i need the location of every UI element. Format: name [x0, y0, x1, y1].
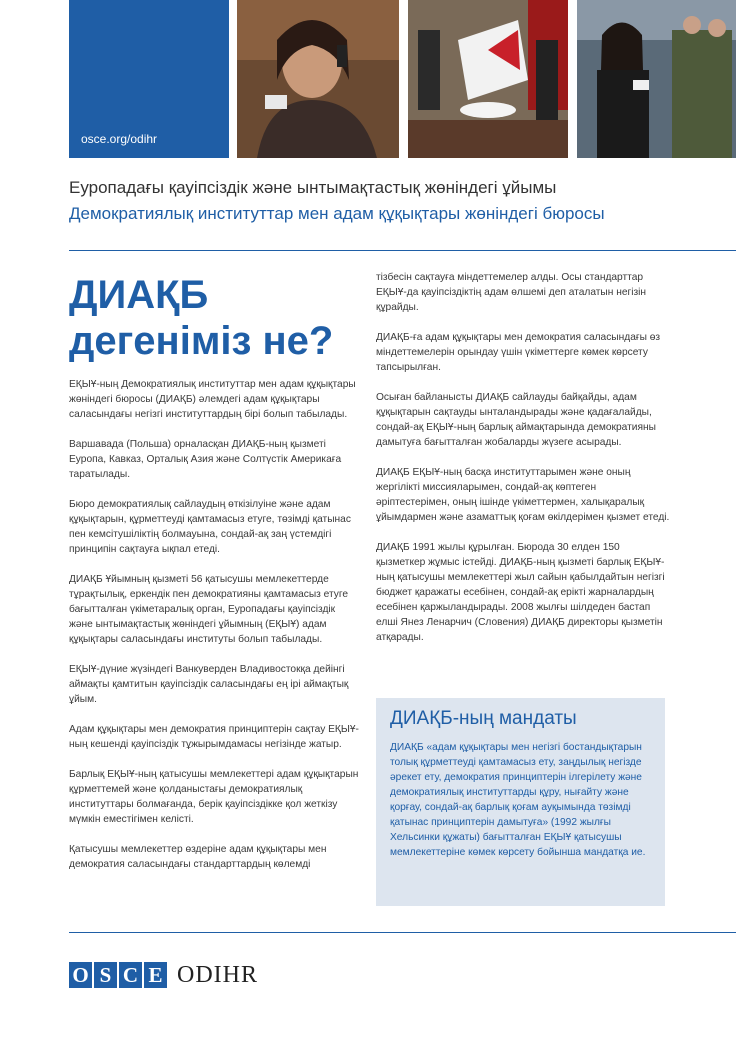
paragraph: Бюро демократиялық сайлаудың өткізілуіне және адам құқықтарын, құрметтеуді қамтамасыз етуге, төзімді қатынас пен кемсітушіліктің болмауына, сондай-ақ заң үстемдігі принципін сақтауға ықпал етеді.: [69, 499, 351, 555]
paragraph: тізбесін сақтауға міндеттемелер алды. Осы стандарттар ЕҚЫҰ-да қауіпсіздіктің адам өлшемі деп аталатын негізін құрайды.: [376, 272, 647, 313]
odihr-title: Демократиялық институттар мен адам құқықтары жөніндегі бюросы: [69, 204, 605, 223]
osce-letter: O: [69, 962, 92, 988]
paragraph: ДИАҚБ Ұйымның қызметі 56 қатысушы мемлекеттерде тұрақтылық, еркендік пен демократияны қамтамасыз етуге бағытталған үкіметаралық орган, Еуропадағы қауіпсіздік және ынтымақтастық жөніндегі ұйымның (ЕҚЫҰ) адам құқықтары саласындағы институты болып табылады.: [69, 574, 349, 645]
paragraph: ЕҚЫҰ-дүние жүзіндегі Ванкуверден Владивостокқа дейінгі аймақты қамтитын қауіпсіздік саласындағы ең ірі аймақтық ұйым.: [69, 664, 349, 705]
odihr-wordmark: ODIHR: [177, 961, 258, 988]
paragraph: Варшавада (Польша) орналасқан ДИАҚБ-ның қызметі Еуропа, Кавказ, Орталық Азия және Солтүстік Америкаға таратылады.: [69, 439, 342, 480]
osce-letter: S: [94, 962, 117, 988]
photo-ballot-box: [408, 0, 568, 158]
paragraph: Осыған байланысты ДИАҚБ сайлауды байқайды, адам құқықтарын сақтауды ынталандырады және қадағалайды, сондай-ақ ЕҚЫҰ-ның барлық аймақтарында демократияны дамытуға бағытталған жобаларды жүзеге асырады.: [376, 392, 656, 448]
paragraph: ДИАҚБ ЕҚЫҰ-ның басқа институттарымен және оның жергілікті миссияларымен, сондай-ақ көптеген әріптестерімен, оның ішінде үкіметтермен, халықаралық ұйымдармен және азаматтық қоғам өкілдерімен қызмет етеді.: [376, 467, 670, 523]
mandate-title: ДИАҚБ-ның мандаты: [390, 708, 577, 729]
divider-bottom: [69, 932, 736, 933]
osce-odihr-logo: [69, 962, 258, 988]
paragraph: ДИАҚБ 1991 жылы құрылған. Бюрода 30 елден 150 қызметкер жұмыс істейді. ДИАҚБ-ның қызметі барлық ЕҚЫҰ-ның қатысушы мемлекеттері жыл сайын қабылдайтын негізгі бюджет қаражаты есебінен, сондай-ақ ерікті жарналардың есебінен қаржыландырады. 2008 жылғы шілдеден бастап елші Янез Ленарчич (Словения) ДИАҚБ директоры қызметін атқарады.: [376, 542, 665, 643]
osce-letter: E: [144, 962, 167, 988]
photo-woman-phone: [237, 0, 399, 158]
divider-top: [69, 250, 736, 251]
paragraph: Қатысушы мемлекеттер өздеріне адам құқықтары мен демократия саласындағы стандарттардың көлемді: [69, 844, 327, 870]
photo-observer-soldiers: [577, 0, 736, 158]
paragraph: Адам құқықтары мен демократия принциптерін сақтау ЕҚЫҰ-ның кешенді қауіпсіздік тұжырымдамасы негізінде жатыр.: [69, 724, 359, 750]
osce-logo: [69, 962, 169, 988]
website-url[interactable]: osce.org/odihr: [81, 132, 158, 146]
left-column: [69, 377, 361, 887]
paragraph: Барлық ЕҚЫҰ-ның қатысушы мемлекеттері адам құқықтарын құрметтемей және қолданыстағы демократиялық институттары болмағанда, берік қауіпсіздікке қол жеткізу мүмкін еместігімен келісті.: [69, 769, 359, 825]
osce-letter: C: [119, 962, 142, 988]
right-column: [376, 270, 670, 660]
page-heading: ДИАҚБ дегеніміз не?: [69, 273, 334, 363]
paragraph: ДИАҚБ-ға адам құқықтары мен демократия саласындағы өз міндеттемелерін орындау үшін үкіметтерге көмек көрсету тапсырылған.: [376, 332, 661, 373]
organization-title: Еуропадағы қауіпсіздік және ынтымақтастық жөніндегі ұйымы: [69, 178, 557, 197]
mandate-text: ДИАҚБ «адам құқықтары мен негізгі бостандықтарын толық құрметтеуді қамтамасыз ету, заңдылық негізде әрекет ету, демократия принциптерін ілгерілету және демократиялық институттарды құру, нығайту және қорғау, сондай-ақ барлық қоғам ауқымында төзімді қатынас принциптерін дамытуға» (1992 жылғы Хельсинки құжаты) бағытталған ЕҚЫҰ қатысушы мемлекеттеріне көмек көрсету бойынша мандатқа ие.: [390, 742, 646, 858]
paragraph: ЕҚЫҰ-ның Демократиялық институттар мен адам құқықтары жөніндегі бюросы (ДИАҚБ) әлемдегі адам құқықтары саласындағы негізгі институттардың бірі болып табылады.: [69, 379, 356, 420]
url-block: [69, 0, 229, 158]
mandate-box: [376, 698, 665, 906]
